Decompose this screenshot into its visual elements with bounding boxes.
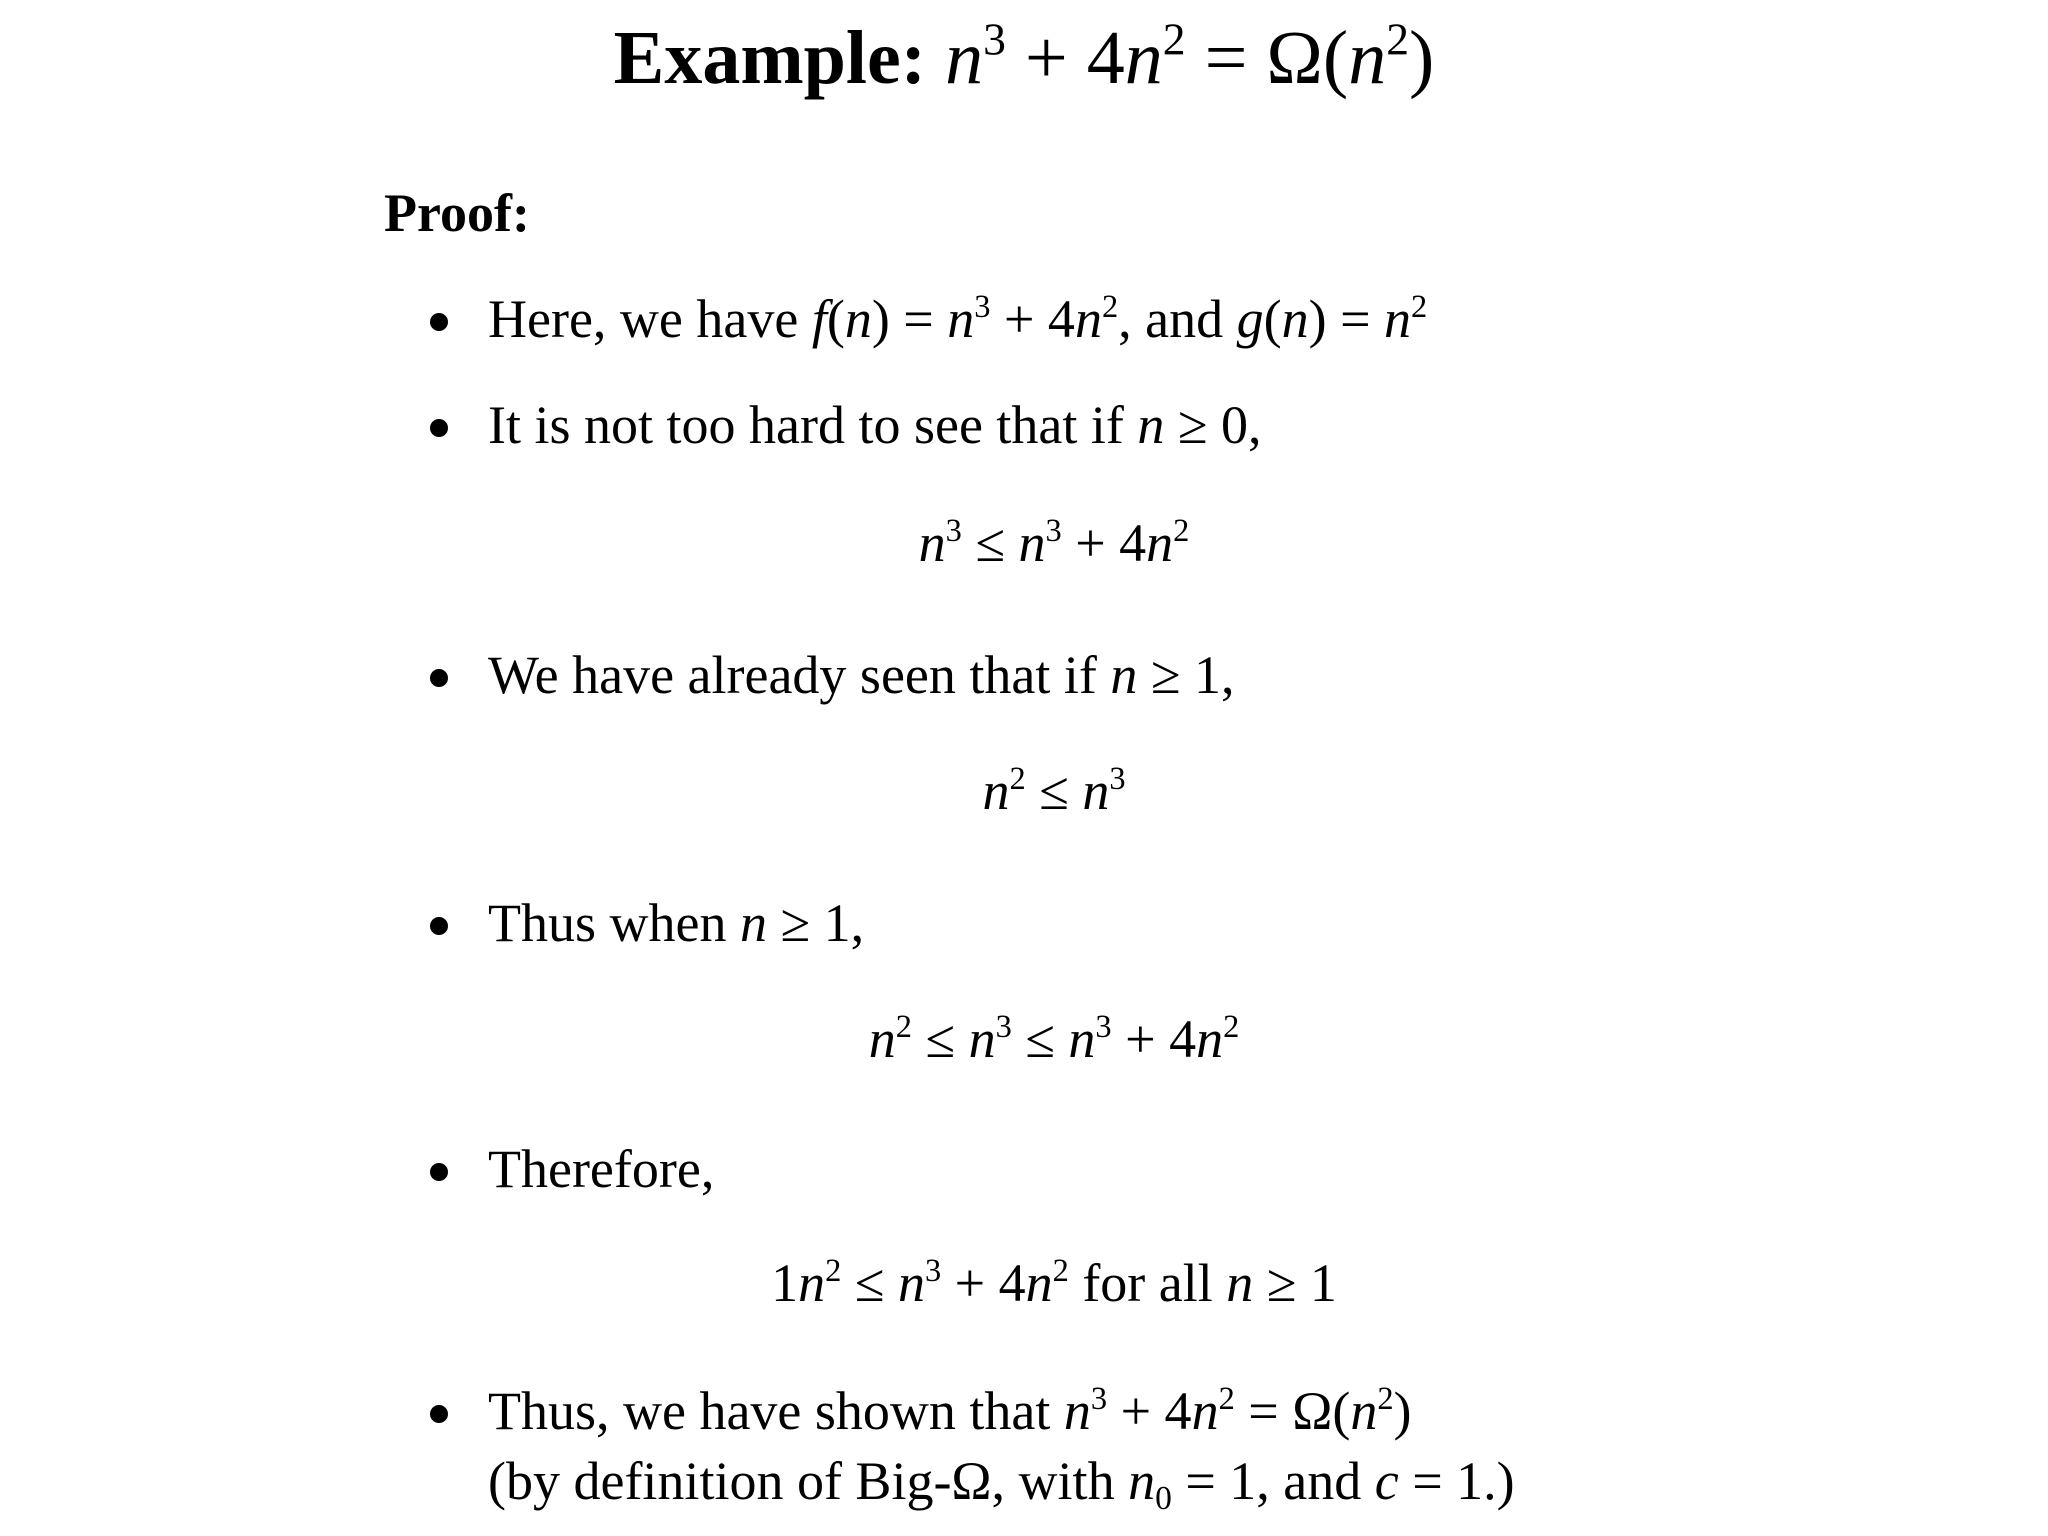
- bullet-2-equation: $n^3 \le n^3 + 4n^2$: [918, 512, 1190, 573]
- bullet-dot: [430, 313, 448, 331]
- proof-label: Proof:: [384, 183, 530, 243]
- bullet-5-equation: $1n^2 \le n^3 + 4n^2$ for all n ≥ 1: [771, 1252, 1337, 1313]
- title-expression: $n^3 + 4n^2 = \Omega(n^2)$: [945, 13, 1435, 100]
- bullet-4-equation: $n^2 \le n^3 \le n^3 + 4n^2$: [868, 1008, 1240, 1069]
- page-title: [0, 8, 2048, 108]
- bullet-6-text: Thus, we have shown that $n^3 + 4n^2 = \Omega(n^2)$: [488, 1380, 1412, 1441]
- bullet-1-text: Here, we have $f(n) = n^3 + 4n^2$, and $g(n) = n^2$: [488, 288, 1428, 349]
- bullet-6-continuation: (by definition of Big-Ω, with $n_0 = 1$, and c = 1.): [488, 1451, 1515, 1518]
- bullet-3: [430, 640, 1235, 710]
- bullet-dot: [430, 669, 448, 687]
- bullet-5-text: Therefore,: [488, 1139, 715, 1199]
- bullet-4: [430, 888, 864, 958]
- bullet-2: [430, 390, 1262, 460]
- bullet-5: [430, 1134, 714, 1204]
- bullet-3-text: We have already seen that if n ≥ 1,: [488, 645, 1235, 705]
- bullet-1: [430, 284, 1427, 354]
- bullet-6: [430, 1376, 1412, 1446]
- bullet-dot: [430, 917, 448, 935]
- title-lead: Example:: [613, 16, 927, 100]
- bullet-dot: [430, 419, 448, 437]
- bullet-3-equation: $n^2 \le n^3$: [982, 760, 1126, 821]
- bullet-dot: [430, 1163, 448, 1181]
- bullet-2-text: It is not too hard to see that if n ≥ 0,: [488, 395, 1262, 455]
- bullet-dot: [430, 1405, 448, 1423]
- bullet-4-text: Thus when n ≥ 1,: [488, 893, 865, 953]
